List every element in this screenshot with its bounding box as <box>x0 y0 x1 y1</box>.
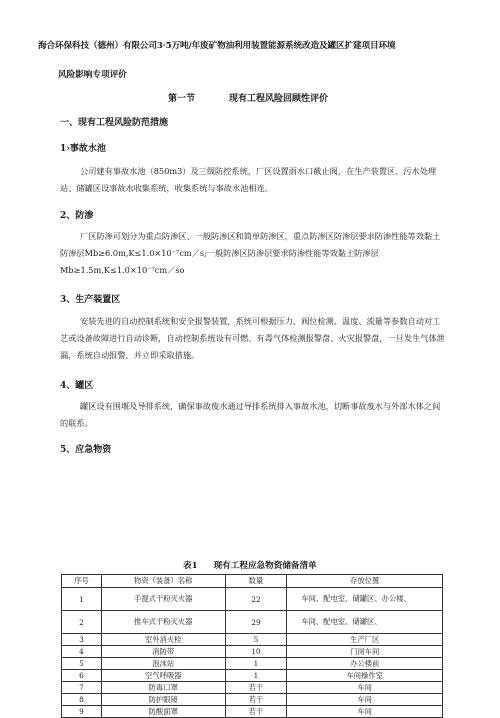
table-cell: 1 <box>225 658 287 670</box>
table-cell: 空气呼吸器 <box>101 670 225 682</box>
table-cell: 1 <box>225 670 287 682</box>
table-cell: 防酸面罩 <box>101 706 225 718</box>
section-name: 现有工程风险回顾性评价 <box>229 94 329 104</box>
table-cell: 若干 <box>225 682 287 694</box>
table-row <box>62 670 443 682</box>
table-cell: 办公楼前 <box>287 658 443 670</box>
table-cell: 4 <box>62 646 102 658</box>
table-cell: 车间、配电室、储罐区、 <box>287 611 443 634</box>
table-cell: 泡沫站 <box>101 658 225 670</box>
table-cell: 车间、配电室、储罐区、办公楼、 <box>287 588 443 611</box>
table-cell: 车间 <box>287 682 443 694</box>
section-number: 第一节 <box>168 94 196 104</box>
table-cell: 防毒口罩 <box>101 682 225 694</box>
table-cell: 室外消火栓 <box>101 634 225 646</box>
table-cell: 2 <box>62 611 102 634</box>
subheading-seepage: 2、防渗 <box>60 211 94 221</box>
table-cell: 防护眼镜 <box>101 694 225 706</box>
section-title <box>168 91 328 104</box>
column-header: 数量 <box>225 575 287 588</box>
table-cell: 10 <box>225 646 287 658</box>
table-cell: 1 <box>62 588 102 611</box>
table-header-row <box>62 575 443 588</box>
paragraph-seepage: 厂区防渗可划分为重点防渗区、一般防渗区和简单防渗区，重点防渗区防渗层要求防渗性能等效黏土防渗层Mb≥6.0m,K≤1.0×10⁻⁷cm／s;一般防渗区防渗层要求防渗性能等效黏土防渗层Mb≥1.5m,K≤1.0×10⁻⁷cm／so <box>60 231 441 275</box>
document-header-cont: 风险影响专项评价 <box>58 70 127 80</box>
table-row <box>62 706 443 718</box>
table-row <box>62 658 443 670</box>
table-cell: 7 <box>62 682 102 694</box>
table-cell: 车间 <box>287 706 443 718</box>
table-row <box>62 682 443 694</box>
table-cell: 若干 <box>225 694 287 706</box>
table-cell: 5 <box>225 634 287 646</box>
table-cell: 9 <box>62 706 102 718</box>
table-caption-text: 现有工程应急物资储备清单 <box>213 561 317 571</box>
table-cell: 3 <box>62 634 102 646</box>
paragraph-tank-area: 罐区设有围堰及导排系统，确保事故废水通过导排系统排入事故水池，切断事故废水与外部水体之间的联系。 <box>60 401 441 428</box>
table-number: 表1 <box>183 561 198 571</box>
table-cell: 生产厂区 <box>287 634 443 646</box>
part-heading: 一、现有工程风险防范措施 <box>60 118 169 128</box>
table-cell: 5 <box>62 658 102 670</box>
emergency-supplies-table <box>61 574 443 718</box>
column-header: 存放位置 <box>287 575 443 588</box>
paragraph-accident-pool: 公司建有事故水池（850m3）及三级防控系统，厂区设置雨水口截止阀，在生产装置区、污水处理站、储罐区设事故水收集系统，收集系统与事故水池相连。 <box>60 166 437 193</box>
table-cell: 手提式干粉灭火器 <box>101 588 225 611</box>
subheading-accident-pool: 1›事故水池 <box>60 144 106 154</box>
document-header: 海合环保科技（德州）有限公司3·5万吨/年废矿物油利用装置能源系统改造及罐区扩建项目环境 <box>38 41 396 51</box>
table-row <box>62 634 443 646</box>
table-cell: 22 <box>225 588 287 611</box>
table-cell: 29 <box>225 611 287 634</box>
table-row <box>62 611 443 634</box>
table-row <box>62 588 443 611</box>
subheading-emergency-supplies: 5、应急物资 <box>60 445 112 455</box>
table-caption <box>183 559 317 571</box>
subheading-production-area: 3、生产装置区 <box>60 295 121 305</box>
table-cell: 车间 <box>287 694 443 706</box>
paragraph-production-area: 安装先进的自动控制系统和安全报警装置，系统可根据压力、阀位检测、温度、流量等参数自动对工艺或设备故障进行自动诊断，自动控制系统设有可燃、有毒气体检测报警盘、火灾报警盘，一旦发生气体泄漏，系统自动报警，并立即采取措施。 <box>60 316 445 360</box>
table-cell: 车间操作室 <box>287 670 443 682</box>
table-cell: 若干 <box>225 706 287 718</box>
table-cell: 推车式干粉灭火器 <box>101 611 225 634</box>
table-row <box>62 694 443 706</box>
column-header: 序号 <box>62 575 102 588</box>
table-cell: 消防带 <box>101 646 225 658</box>
table-cell: 6 <box>62 670 102 682</box>
table-cell: 门岗车间 <box>287 646 443 658</box>
column-header: 物资（装备）名称 <box>101 575 225 588</box>
table-cell: 8 <box>62 694 102 706</box>
subheading-tank-area: 4、罐区 <box>60 381 94 391</box>
table-row <box>62 646 443 658</box>
